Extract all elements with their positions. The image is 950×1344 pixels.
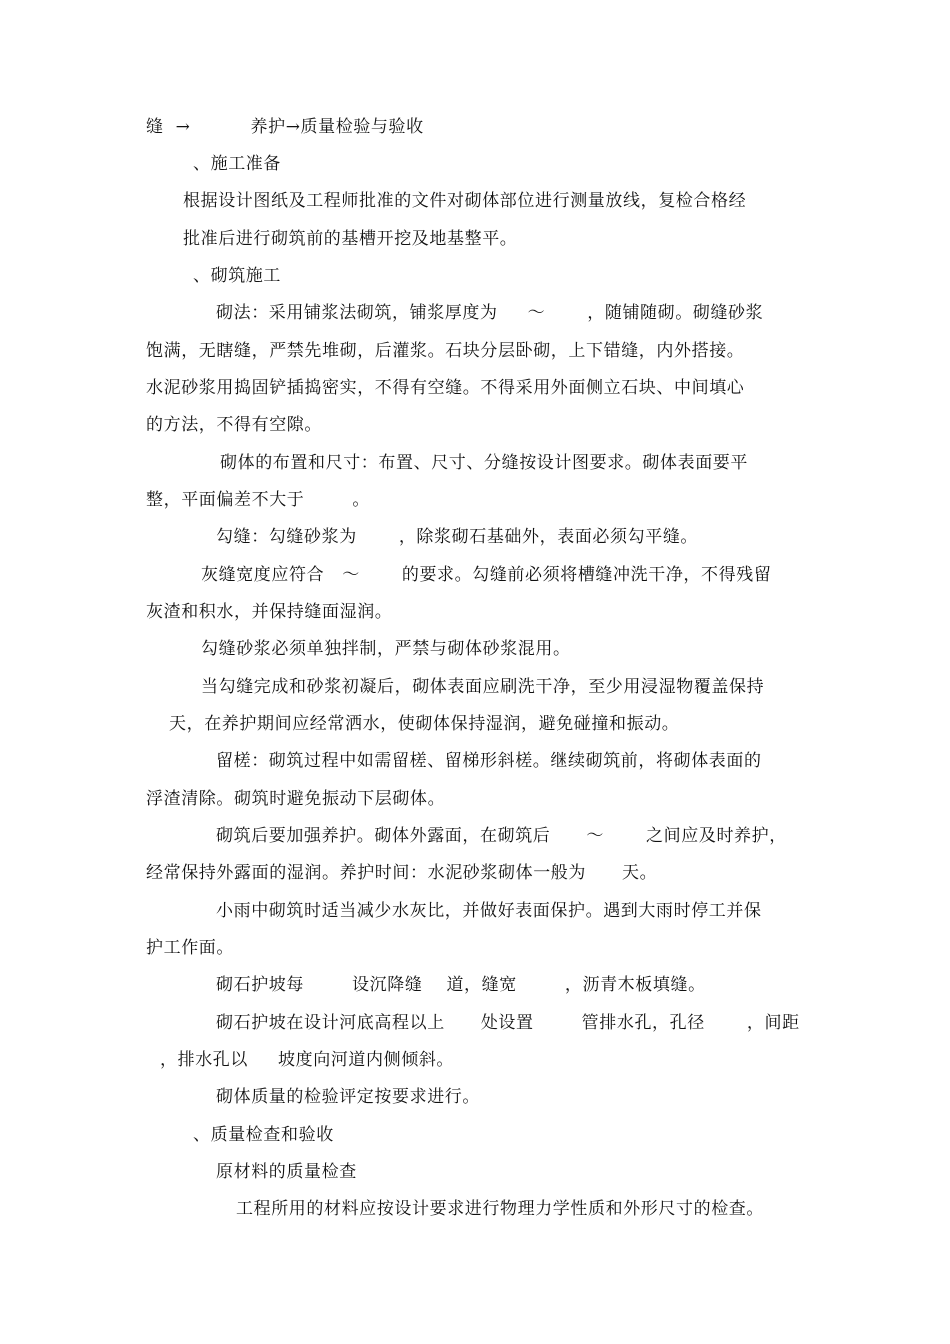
- paragraph-line: 工程所用的材料应按设计要求进行物理力学性质和外形尺寸的检查。: [236, 1199, 764, 1219]
- paragraph-line: 留槎：砌筑过程中如需留槎、留梯形斜槎。继续砌筑前，将砌体表面的: [216, 751, 762, 771]
- paragraph-line: 灰缝宽度应符合 ～ 的要求。勾缝前必须将槽缝冲洗干净，不得残留: [201, 565, 772, 585]
- paragraph-line: 经常保持外露面的湿润。养护时间：水泥砂浆砌体一般为 天。: [146, 863, 658, 883]
- section-heading-construction-prep: 、施工准备: [193, 154, 281, 174]
- section-heading-masonry: 、砌筑施工: [193, 266, 281, 286]
- process-flow-line: 缝 → 养护→质量检验与验收: [146, 117, 424, 137]
- paragraph-line: 灰渣和积水，并保持缝面湿润。: [146, 602, 393, 622]
- paragraph-line: 护工作面。: [146, 938, 234, 958]
- paragraph-line: 砌体的布置和尺寸：布置、尺寸、分缝按设计图要求。砌体表面要平: [220, 453, 748, 473]
- paragraph-line: ，排水孔以 坡度向河道内侧倾斜。: [160, 1050, 455, 1070]
- paragraph-line: 根据设计图纸及工程师批准的文件对砌体部位进行测量放线，复检合格经: [183, 191, 747, 211]
- paragraph-line: 浮渣清除。砌筑时避免振动下层砌体。: [146, 789, 446, 809]
- paragraph-line: 砌石护坡在设计河底高程以上 处设置 管排水孔，孔径 ，间距: [216, 1013, 800, 1033]
- paragraph-line: 砌筑后要加强养护。砌体外露面，在砌筑后 ～ 之间应及时养护，: [216, 826, 787, 846]
- paragraph-line: 的方法，不得有空隙。: [146, 415, 322, 435]
- paragraph-line: 砌石护坡每 设沉降缝 道，缝宽 ，沥青木板填缝。: [216, 975, 706, 995]
- paragraph-line: 饱满，无瞎缝，严禁先堆砌，后灌浆。石块分层卧砌，上下错缝，内外搭接。: [146, 341, 745, 361]
- paragraph-line: 砌法：采用铺浆法砌筑，铺浆厚度为 ～ ，随铺随砌。砌缝砂浆: [216, 303, 764, 323]
- paragraph-line: 天，在养护期间应经常洒水，使砌体保持湿润，避免碰撞和振动。: [169, 714, 680, 734]
- paragraph-line: 勾缝砂浆必须单独拌制，严禁与砌体砂浆混用。: [201, 639, 571, 659]
- paragraph-line: 水泥砂浆用捣固铲插捣密实，不得有空缝。不得采用外面侧立石块、中间填心: [146, 378, 745, 398]
- section-heading-quality-inspection: 、质量检查和验收: [193, 1125, 334, 1145]
- paragraph-line: 批准后进行砌筑前的基槽开挖及地基整平。: [183, 229, 518, 249]
- paragraph-line: 砌体质量的检验评定按要求进行。: [216, 1087, 480, 1107]
- paragraph-line: 勾缝：勾缝砂浆为 ，除浆砌石基础外，表面必须勾平缝。: [216, 527, 699, 547]
- paragraph-line: 整，平面偏差不大于 。: [146, 490, 371, 510]
- paragraph-line: 当勾缝完成和砂浆初凝后，砌体表面应刷洗干净，至少用浸湿物覆盖保持: [201, 677, 765, 697]
- subheading-raw-material-inspection: 原材料的质量检查: [216, 1162, 357, 1182]
- paragraph-line: 小雨中砌筑时适当减少水灰比，并做好表面保护。遇到大雨时停工并保: [216, 901, 762, 921]
